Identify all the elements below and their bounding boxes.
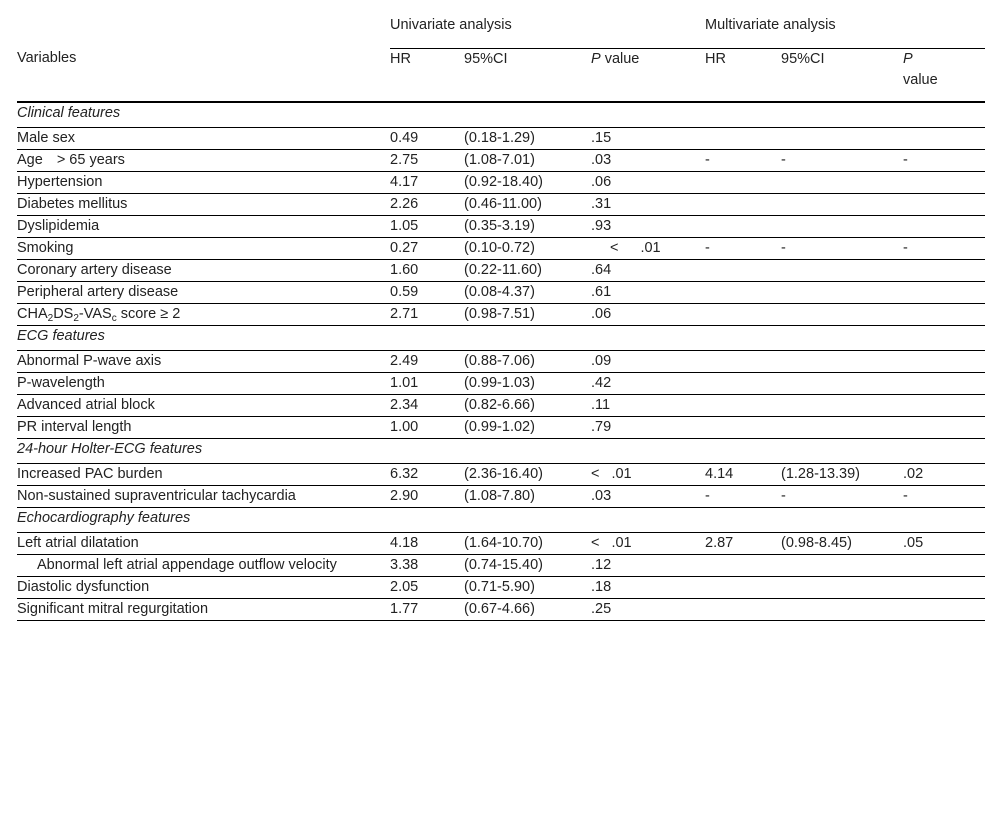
- p-value: [591, 373, 705, 395]
- variable-label: Increased PAC burden: [17, 466, 163, 482]
- p-number: .06: [591, 306, 612, 322]
- section-row: [17, 326, 985, 351]
- section-row: [17, 102, 985, 128]
- section-title: 24-hour Holter-ECG features: [17, 439, 985, 464]
- ci-value: (0.92-18.40): [464, 172, 591, 194]
- section-row: [17, 439, 985, 464]
- variable-label: PR interval length: [17, 419, 132, 435]
- hr-value: 2.75: [390, 150, 464, 172]
- variables-header: Variables: [17, 15, 390, 102]
- less-than-sign: <: [610, 240, 619, 256]
- hr-value: 1.77: [390, 599, 464, 621]
- variable-label: Male sex: [17, 130, 76, 146]
- ci-value: (0.99-1.02): [464, 417, 591, 439]
- p-value: [591, 351, 705, 373]
- variable-label: Coronary artery disease: [17, 262, 172, 278]
- variable-name: [17, 238, 390, 260]
- p-value: [591, 216, 705, 238]
- variable-name: [17, 486, 390, 508]
- variable-name: [17, 464, 390, 486]
- ci-value: (0.18-1.29): [464, 128, 591, 150]
- p-number: .25: [591, 601, 612, 617]
- multi-ci-value: (1.28-13.39): [781, 464, 903, 486]
- multi-p-value: [903, 282, 985, 304]
- univariate-header: Univariate analysis: [390, 15, 705, 49]
- ci-value: (0.10-0.72): [464, 238, 591, 260]
- ci-value: (0.35-3.19): [464, 216, 591, 238]
- multi-ci-value: [781, 260, 903, 282]
- ci-value: (0.71-5.90): [464, 577, 591, 599]
- table-row: [17, 533, 985, 555]
- hr-value: 2.26: [390, 194, 464, 216]
- hr-header: HR: [390, 49, 464, 103]
- variable-label: Left atrial dilatation: [17, 535, 139, 551]
- p-value-header: [591, 49, 705, 103]
- multi-p-value-word: value: [903, 72, 938, 88]
- table-row: [17, 128, 985, 150]
- variable-name: [17, 577, 390, 599]
- variable-label: Diastolic dysfunction: [17, 579, 150, 595]
- multi-ci-value: [781, 304, 903, 326]
- variable-name: [17, 150, 390, 172]
- ci-value: (1.64-10.70): [464, 533, 591, 555]
- multi-ci-value: [781, 599, 903, 621]
- multi-hr-value: 2.87: [705, 533, 781, 555]
- multi-p-value: .02: [903, 464, 985, 486]
- multi-p-value: [903, 555, 985, 577]
- p-number: .15: [591, 130, 612, 146]
- multi-ci-value: -: [781, 238, 903, 260]
- variable-suffix: > 65 years: [56, 152, 125, 168]
- variable-name: [17, 417, 390, 439]
- hr-value: 2.71: [390, 304, 464, 326]
- table-row: [17, 395, 985, 417]
- multi-hr-value: [705, 260, 781, 282]
- multi-p-value: [903, 417, 985, 439]
- variable-name: [17, 216, 390, 238]
- multi-p-letter: P: [903, 51, 913, 67]
- hr-value: 0.49: [390, 128, 464, 150]
- p-value: [591, 395, 705, 417]
- variable-label: Abnormal P-wave axis: [17, 353, 162, 369]
- p-value: [591, 464, 705, 486]
- multi-hr-value: [705, 128, 781, 150]
- score-name-part: CHA: [17, 306, 48, 322]
- variable-name: [17, 395, 390, 417]
- multi-hr-value: [705, 417, 781, 439]
- table-row: [17, 417, 985, 439]
- table-row: [17, 464, 985, 486]
- section-title: ECG features: [17, 326, 985, 351]
- p-number: .18: [591, 579, 612, 595]
- variable-label: Age: [17, 152, 43, 168]
- multi-ci-header: 95%CI: [781, 49, 903, 103]
- less-than-sign: <: [591, 535, 600, 551]
- score-name-part: DS: [53, 306, 74, 322]
- table-row: [17, 351, 985, 373]
- table-row: [17, 172, 985, 194]
- p-value: [591, 417, 705, 439]
- table-row: [17, 238, 985, 260]
- variable-label: Diabetes mellitus: [17, 196, 128, 212]
- ci-value: (0.82-6.66): [464, 395, 591, 417]
- ci-value: (0.46-11.00): [464, 194, 591, 216]
- hr-value: 1.01: [390, 373, 464, 395]
- variable-label: Dyslipidemia: [17, 218, 100, 234]
- less-than-sign: <: [591, 466, 600, 482]
- ci-value: (0.98-7.51): [464, 304, 591, 326]
- hazard-ratio-table: [17, 15, 985, 621]
- variable-name: [17, 373, 390, 395]
- multi-p-value: [903, 351, 985, 373]
- multi-p-value: [903, 304, 985, 326]
- hr-value: 2.34: [390, 395, 464, 417]
- p-value: [591, 282, 705, 304]
- multi-hr-value: -: [705, 238, 781, 260]
- p-number: .93: [591, 218, 612, 234]
- multi-p-value: [903, 395, 985, 417]
- score-name-part: -VAS: [78, 306, 112, 322]
- multi-ci-value: [781, 128, 903, 150]
- ci-value: (0.88-7.06): [464, 351, 591, 373]
- multi-ci-value: [781, 172, 903, 194]
- score-name-part: score ≥ 2: [116, 306, 181, 322]
- p-letter: P: [591, 51, 601, 67]
- multi-ci-value: [781, 194, 903, 216]
- p-number: .09: [591, 353, 612, 369]
- multi-hr-value: [705, 194, 781, 216]
- multi-ci-value: [781, 216, 903, 238]
- p-value: [591, 194, 705, 216]
- multi-ci-value: [781, 555, 903, 577]
- multi-ci-value: [781, 577, 903, 599]
- hr-value: 2.90: [390, 486, 464, 508]
- multi-p-value: [903, 172, 985, 194]
- group-header-row: [17, 15, 985, 49]
- hr-value: 2.49: [390, 351, 464, 373]
- multi-ci-value: [781, 351, 903, 373]
- variable-label: Smoking: [17, 240, 74, 256]
- multi-p-value-header: [903, 49, 985, 103]
- ci-value: (1.08-7.01): [464, 150, 591, 172]
- ci-value: (0.08-4.37): [464, 282, 591, 304]
- section-row: [17, 508, 985, 533]
- table-row: [17, 577, 985, 599]
- ci-value: (2.36-16.40): [464, 464, 591, 486]
- p-value: [591, 128, 705, 150]
- multi-hr-value: [705, 351, 781, 373]
- section-title: Echocardiography features: [17, 508, 985, 533]
- variable-name: [17, 555, 390, 577]
- hr-value: 0.27: [390, 238, 464, 260]
- multi-hr-header: HR: [705, 49, 781, 103]
- multi-hr-value: [705, 282, 781, 304]
- multi-p-value: [903, 216, 985, 238]
- multi-p-value: -: [903, 486, 985, 508]
- variable-label: Abnormal left atrial appendage outflow velocity: [37, 557, 337, 573]
- p-number: .01: [640, 240, 661, 256]
- p-number: .03: [591, 152, 612, 168]
- p-value: [591, 150, 705, 172]
- hr-value: 4.17: [390, 172, 464, 194]
- p-value: [591, 260, 705, 282]
- multi-p-value: .05: [903, 533, 985, 555]
- p-value: [591, 533, 705, 555]
- hr-value: 0.59: [390, 282, 464, 304]
- table-row: [17, 150, 985, 172]
- multi-p-value: -: [903, 238, 985, 260]
- hr-value: 1.60: [390, 260, 464, 282]
- multi-hr-value: [705, 216, 781, 238]
- multi-hr-value: [705, 577, 781, 599]
- variable-name: [17, 351, 390, 373]
- p-number: .42: [591, 375, 612, 391]
- multi-p-value: [903, 260, 985, 282]
- multi-hr-value: [705, 304, 781, 326]
- p-number: .03: [591, 488, 612, 504]
- variable-name: [17, 194, 390, 216]
- ci-value: (0.67-4.66): [464, 599, 591, 621]
- multi-p-value: [903, 599, 985, 621]
- multi-ci-value: [781, 417, 903, 439]
- section-title: Clinical features: [17, 102, 985, 128]
- variable-name: [17, 172, 390, 194]
- ci-header: 95%CI: [464, 49, 591, 103]
- table-body: [17, 102, 985, 621]
- p-value: [591, 238, 705, 260]
- variable-name: [17, 599, 390, 621]
- multi-p-value: [903, 194, 985, 216]
- table-row: [17, 486, 985, 508]
- multi-ci-value: -: [781, 486, 903, 508]
- score-name-part: 2: [73, 313, 79, 324]
- multi-ci-value: [781, 395, 903, 417]
- table-row: [17, 555, 985, 577]
- table-row: [17, 599, 985, 621]
- multi-p-value: -: [903, 150, 985, 172]
- p-value: [591, 599, 705, 621]
- hr-value: 1.05: [390, 216, 464, 238]
- multi-hr-value: -: [705, 486, 781, 508]
- p-number: .61: [591, 284, 612, 300]
- p-number: .01: [611, 466, 632, 482]
- ci-value: (0.74-15.40): [464, 555, 591, 577]
- multi-hr-value: [705, 555, 781, 577]
- hr-value: 2.05: [390, 577, 464, 599]
- multi-hr-value: [705, 172, 781, 194]
- multi-ci-value: [781, 282, 903, 304]
- p-value: [591, 555, 705, 577]
- variable-name: [17, 304, 390, 326]
- variable-name: [17, 282, 390, 304]
- multi-ci-value: -: [781, 150, 903, 172]
- variable-name: [17, 128, 390, 150]
- p-value: [591, 172, 705, 194]
- ci-value: (1.08-7.80): [464, 486, 591, 508]
- p-value-word: value: [600, 51, 640, 67]
- hr-value: 1.00: [390, 417, 464, 439]
- ci-value: (0.22-11.60): [464, 260, 591, 282]
- variable-name: [17, 533, 390, 555]
- table-row: [17, 194, 985, 216]
- multi-hr-value: [705, 599, 781, 621]
- ci-value: (0.99-1.03): [464, 373, 591, 395]
- multi-ci-value: (0.98-8.45): [781, 533, 903, 555]
- multi-hr-value: -: [705, 150, 781, 172]
- variable-label: Peripheral artery disease: [17, 284, 179, 300]
- hr-value: 3.38: [390, 555, 464, 577]
- p-value: [591, 486, 705, 508]
- p-number: .64: [591, 262, 612, 278]
- multi-p-value: [903, 577, 985, 599]
- multi-hr-value: [705, 373, 781, 395]
- table-row: [17, 282, 985, 304]
- p-number: .11: [591, 397, 611, 413]
- multi-p-value: [903, 128, 985, 150]
- p-number: .01: [611, 535, 632, 551]
- multi-hr-value: [705, 395, 781, 417]
- multi-ci-value: [781, 373, 903, 395]
- variable-name: [17, 260, 390, 282]
- table-row: [17, 260, 985, 282]
- variable-label: P-wavelength: [17, 375, 105, 391]
- multi-hr-value: 4.14: [705, 464, 781, 486]
- p-number: .79: [591, 419, 612, 435]
- p-number: .06: [591, 174, 612, 190]
- hr-value: 6.32: [390, 464, 464, 486]
- p-number: .31: [591, 196, 612, 212]
- hr-value: 4.18: [390, 533, 464, 555]
- variable-label: Significant mitral regurgitation: [17, 601, 209, 617]
- p-value: [591, 304, 705, 326]
- variable-label: Non-sustained supraventricular tachycardia: [17, 488, 296, 504]
- table-row: [17, 373, 985, 395]
- p-value: [591, 577, 705, 599]
- table-row: [17, 304, 985, 326]
- score-name-part: c: [111, 313, 117, 324]
- variable-label: Advanced atrial block: [17, 397, 155, 413]
- p-number: .12: [591, 557, 612, 573]
- score-name-part: 2: [47, 313, 54, 324]
- multivariate-header: Multivariate analysis: [705, 15, 985, 49]
- table-row: [17, 216, 985, 238]
- variable-label: Hypertension: [17, 174, 103, 190]
- multi-p-value: [903, 373, 985, 395]
